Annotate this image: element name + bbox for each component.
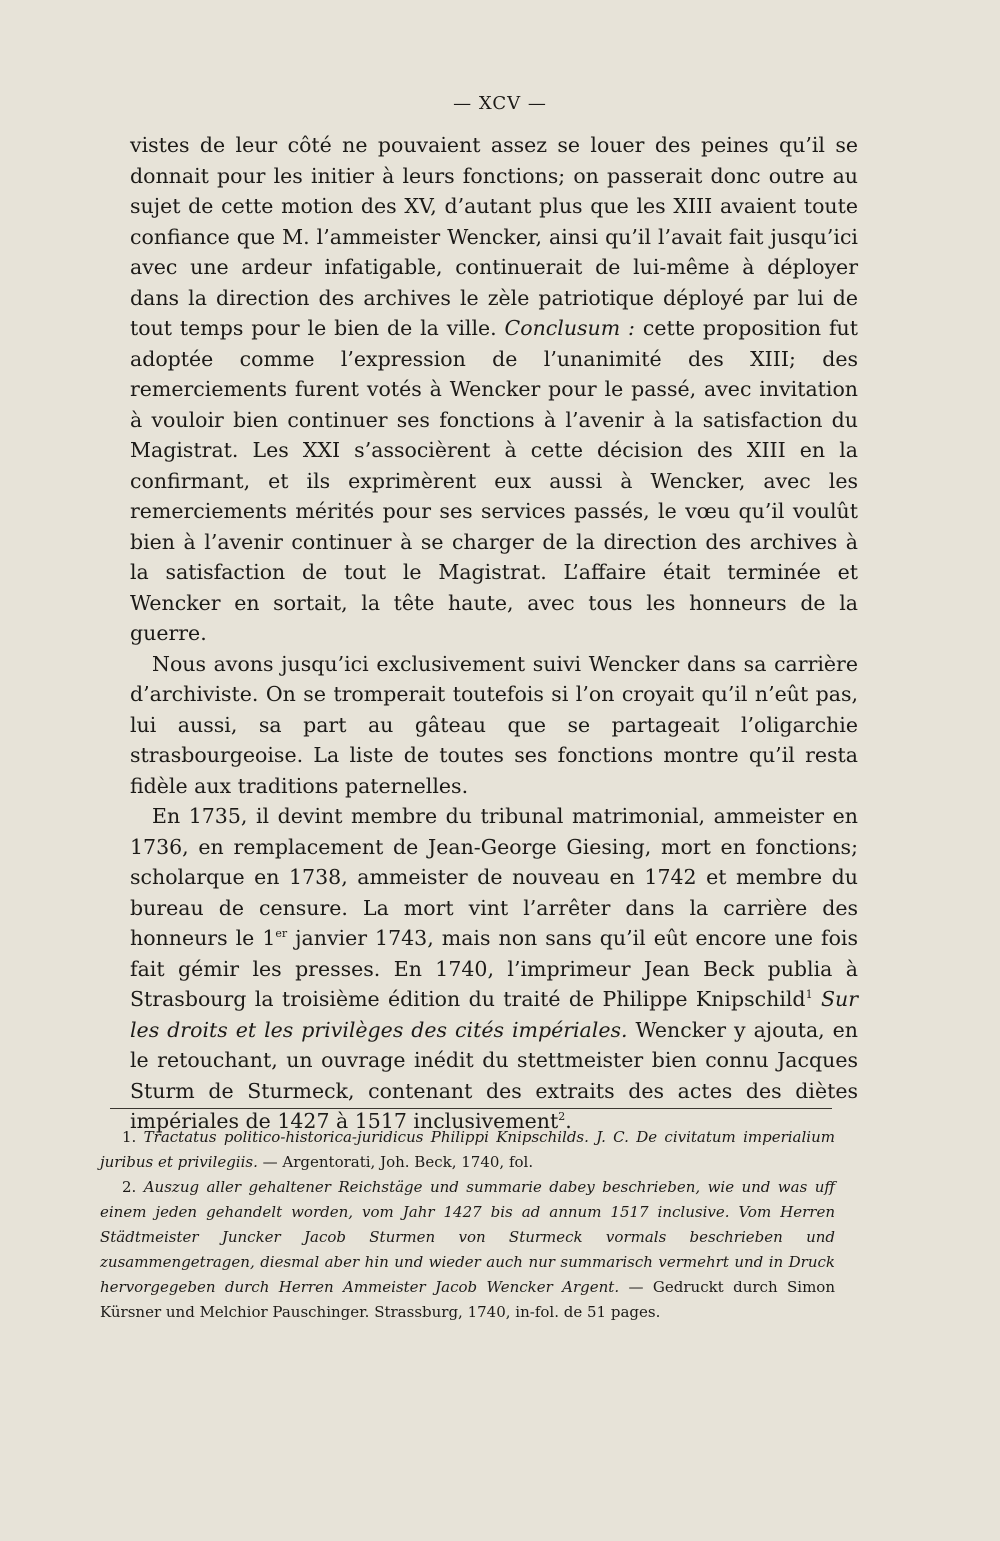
ordinal-superscript: er xyxy=(275,927,288,941)
footnote-1-title: Tractatus politico-historica-juridicus Philippi Knipschilds. J. C. De civitatum imperialium juribus et privilegiis. xyxy=(100,1128,835,1171)
paragraph-3-end: . xyxy=(565,1109,572,1133)
main-text xyxy=(130,130,858,1137)
footnote-2 xyxy=(100,1175,835,1325)
footnotes xyxy=(100,1125,835,1325)
footnote-2-rest: — Gedruckt durch Simon Kürsner und Melchior Pauschinger. Strassburg, 1740, in-fol. de 51 pages. xyxy=(100,1278,835,1321)
paragraph-3-part-b: janvier 1743, mais non sans qu’il eût encore une fois fait gémir les presses. En 1740, l’imprimeur Jean Beck publia à Strasbourg la troisième édition du traité de Philippe Knipschild xyxy=(130,926,858,1011)
footnote-1-rest: — Argentorati, Joh. Beck, 1740, fol. xyxy=(257,1153,534,1171)
paragraph-1-text: vistes de leur côté ne pouvaient assez se louer des peines qu’il se donnait pour les initier à leurs fonctions; on passerait donc outre au sujet de cette motion des XV, d’autant plus que les XIII avaient toute confiance que M. l’ammeister Wencker, ainsi qu’il l’avait fait jusqu’ici avec une ardeur infatigable, continuerait de lui-même à déployer dans la direction des archives le zèle patriotique déployé par lui de tout temps pour le bien de la ville. xyxy=(130,133,858,340)
treatise-title: Sur les droits et les privilèges des cités impériales. xyxy=(130,987,858,1042)
footnote-separator xyxy=(110,1108,832,1109)
footnote-ref-2[interactable]: 2 xyxy=(558,1110,566,1124)
footnote-2-title: Auszug aller gehaltener Reichstäge und summarie dabey beschrieben, wie und was uff einem jeden gehandelt worden, vom Jahr 1427 bis ad annum 1517 inclusive. Vom Herren Städtmeister Juncker Jacob Sturmen von Sturmeck vormals beschrieben und zusammengetragen, diesmal aber hin und wieder auch nur summarisch vermehrt und in Druck hervorgegeben durch Herren Ammeister Jacob Wencker Argent. xyxy=(100,1178,835,1296)
footnote-1 xyxy=(100,1125,835,1175)
footnote-1-number: 1. xyxy=(122,1128,144,1146)
paragraph-1 xyxy=(130,130,858,649)
paragraph-3-part-a: En 1735, il devint membre du tribunal matrimonial, ammeister en 1736, en remplacement de Jean-George Giesing, mort en fonctions; scholarque en 1738, ammeister de nouveau en 1742 et membre du bureau de censure. La mort vint l’arrêter dans la carrière des honneurs le 1 xyxy=(130,804,858,950)
paragraph-1-rest: cette proposition fut adoptée comme l’expression de l’unanimité des XIII; des remerciements furent votés à Wencker pour le passé, avec invitation à vouloir bien continuer ses fonctions à l’avenir à la satisfaction du Magistrat. Les XXI s’associèrent à cette décision des XIII en la confirmant, et ils exprimèrent eux aussi à Wencker, avec les remerciements mérités pour ses services passés, le vœu qu’il voulût bien à l’avenir continuer à se charger de la direction des archives à la satisfaction de tout le Magistrat. L’affaire était terminée et Wencker en sortait, la tête haute, avec tous les honneurs de la guerre. xyxy=(130,316,858,645)
page-number: — XCV — xyxy=(453,93,547,114)
paragraph-3 xyxy=(130,801,858,1137)
footnote-ref-1[interactable]: 1 xyxy=(805,988,813,1002)
paragraph-3-part-c: Wencker y ajouta, en le retouchant, un ouvrage inédit du stettmeister bien connu Jacques Sturm de Sturmeck, contenant des extraits des actes des diètes impériales de 1427 à 1517 inclusivement xyxy=(130,1017,858,1133)
conclusum-label: Conclusum : xyxy=(504,316,635,340)
footnote-2-number: 2. xyxy=(122,1178,144,1196)
paragraph-2: Nous avons jusqu’ici exclusivement suivi Wencker dans sa carrière d’archiviste. On se tromperait toutefois si l’on croyait qu’il n’eût pas, lui aussi, sa part au gâteau que se partageait l’oligarchie strasbourgeoise. La liste de toutes ses fonctions montre qu’il resta fidèle aux traditions paternelles. xyxy=(130,651,858,798)
